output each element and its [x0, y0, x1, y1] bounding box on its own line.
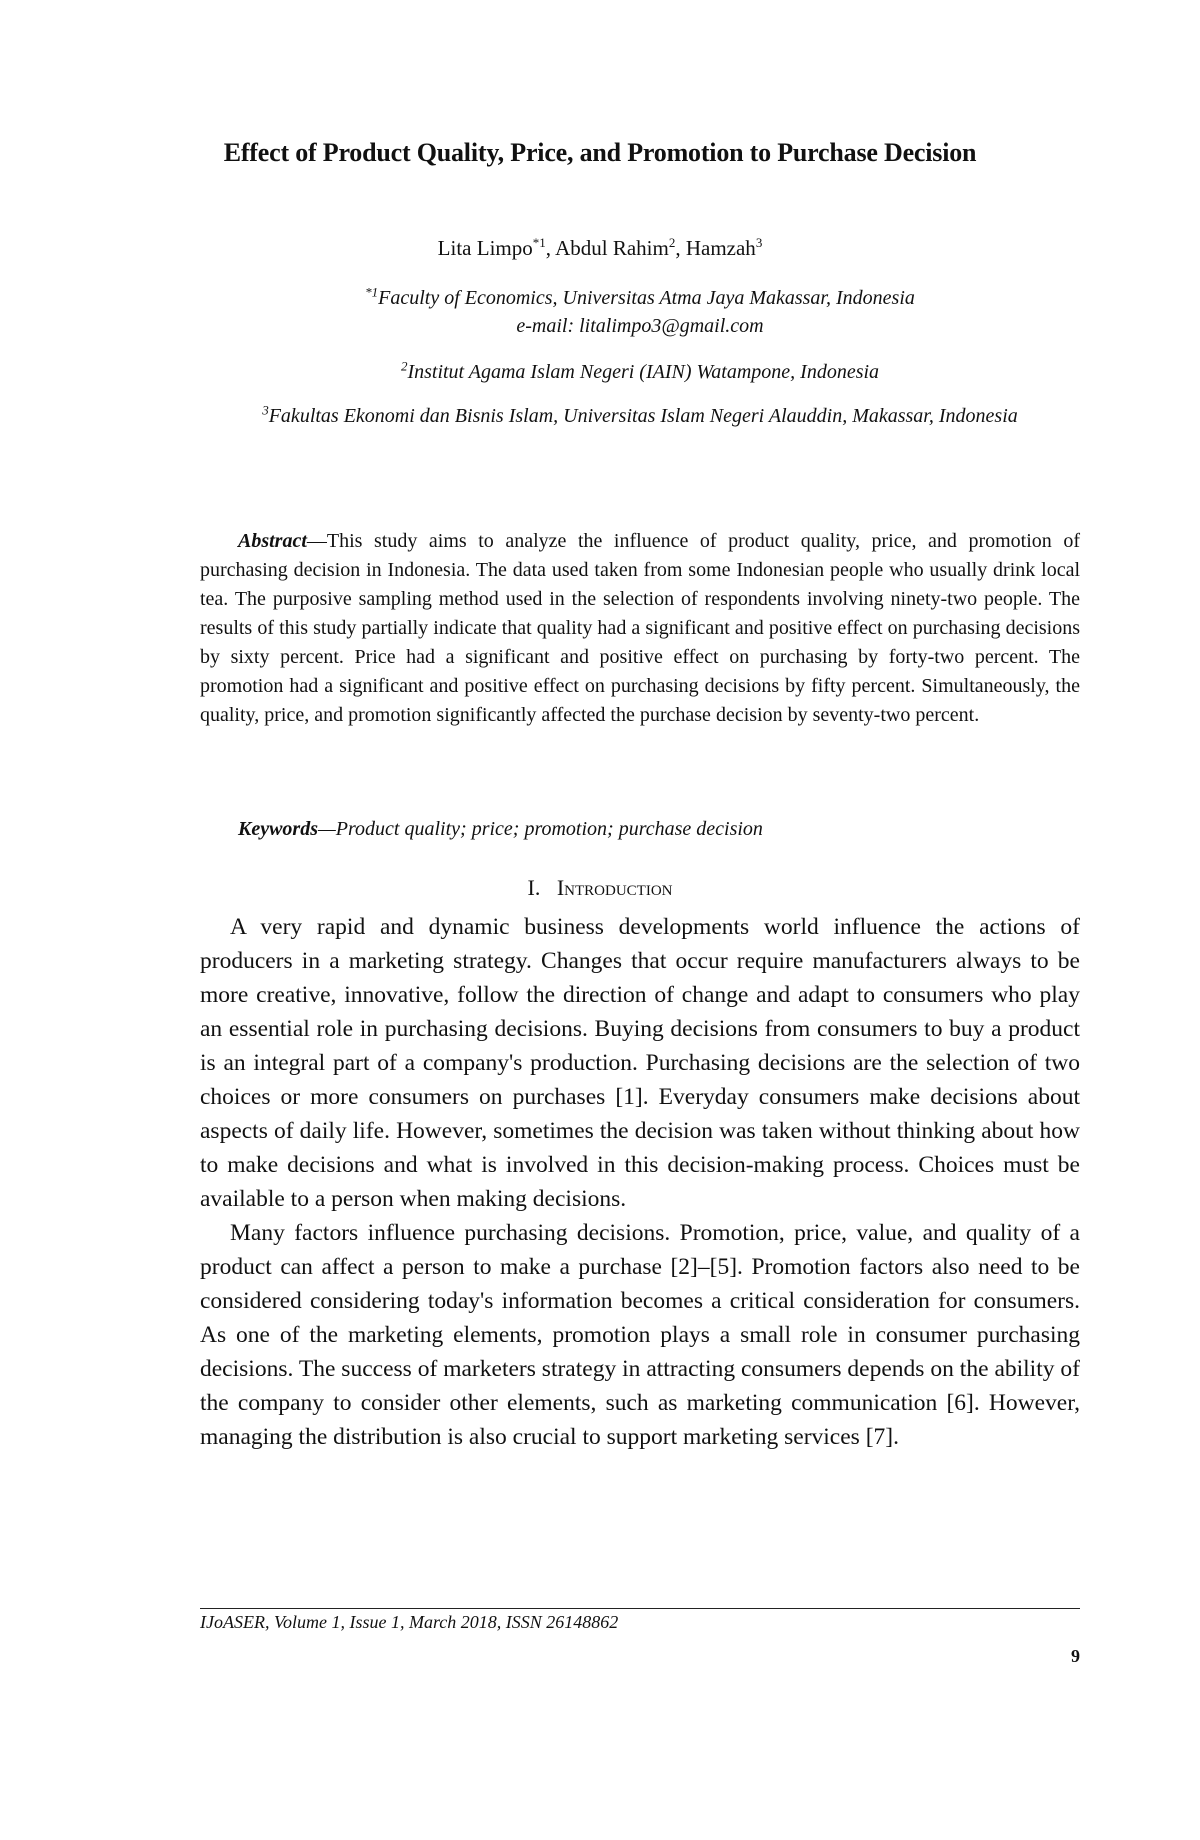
- author-line: [0, 236, 1200, 261]
- author-mark: 3: [755, 235, 763, 250]
- footer-journal-info: IJoASER, Volume 1, Issue 1, March 2018, ISSN 26148862: [200, 1612, 619, 1632]
- keywords: [200, 815, 1080, 844]
- paper-title: Effect of Product Quality, Price, and Promotion to Purchase Decision: [223, 138, 977, 167]
- abstract: [200, 527, 1080, 730]
- author-mark: 2: [668, 235, 676, 250]
- paragraph: Many factors influence purchasing decisions. Promotion, price, value, and quality of a product can affect a person to make a purchase [2]–[5]. Promotion factors also need to be considered considering today's information becomes a critical consideration for consumers. As one of the marketing elements, promotion plays a small role in consumer purchasing decisions. The success of marketers strategy in attracting consumers depends on the ability of the company to consider other elements, such as marketing communication [6]. However, managing the distribution is also crucial to support marketing services [7].: [200, 1220, 1080, 1450]
- body-text: [200, 910, 1080, 1454]
- author-separator: ,: [675, 236, 686, 260]
- affiliation-text: Fakultas Ekonomi dan Bisnis Islam, Universitas Islam Negeri Alauddin, Makassar, Indonesia: [268, 405, 1018, 427]
- footer-rule: [200, 1608, 1080, 1609]
- affiliation-2: [200, 358, 1080, 386]
- author-email: e-mail: litalimpo3@gmail.com: [516, 315, 764, 337]
- paragraph: A very rapid and dynamic business developments world influence the actions of producers in a marketing strategy. Changes that occur require manufacturers always to be more creative, innovative, follow the direction of change and adapt to consumers who play an essential role in purchasing decisions. Buying decisions from consumers to buy a product is an integral part of a company's production. Purchasing decisions are the selection of two choices or more consumers on purchases [1]. Everyday consumers make decisions about aspects of daily life. However, sometimes the decision was taken without thinking about how to make decisions and what is involved in this decision-making process. Choices must be available to a person when making decisions.: [200, 914, 1080, 1212]
- section-number: I.: [527, 875, 541, 900]
- section-heading: [0, 875, 1200, 901]
- affiliation-mark: *1: [365, 284, 379, 300]
- keywords-text: Product quality; price; promotion; purchase decision: [335, 818, 763, 840]
- author-name: Lita Limpo: [437, 236, 533, 260]
- affiliation-text: Faculty of Economics, Universitas Atma Jaya Makassar, Indonesia: [378, 287, 915, 309]
- section-title: Introduction: [556, 875, 673, 900]
- author-mark: *1: [532, 235, 546, 250]
- affiliation-text: Institut Agama Islam Negeri (IAIN) Watampone, Indonesia: [407, 361, 880, 383]
- affiliation-mark: 3: [262, 402, 269, 418]
- keywords-dash: —: [318, 818, 336, 840]
- author-separator: ,: [545, 236, 556, 260]
- affiliation-mark: 2: [400, 358, 408, 374]
- affiliation-3: [200, 402, 1080, 430]
- keywords-label: Keywords: [238, 818, 318, 840]
- affiliation-1: [200, 284, 1080, 340]
- abstract-label: Abstract: [238, 530, 307, 552]
- abstract-text: This study aims to analyze the influence of product quality, price, and promotion of purchasing decision in Indonesia. The data used taken from some Indonesian people who usually drink local tea. The purposive sampling method used in the selection of respondents involving ninety-two people. The results of this study partially indicate that quality had a significant and positive effect on purchasing decisions by sixty percent. Price had a significant and positive effect on purchasing by forty-two percent. The promotion had a significant and positive effect on purchasing decisions by fifty percent. Simultaneously, the quality, price, and promotion significantly affected the purchase decision by seventy-two percent.: [200, 530, 1080, 726]
- author-name: Hamzah: [685, 236, 756, 260]
- page-number: 9: [1071, 1646, 1080, 1666]
- abstract-dash: —: [306, 530, 327, 552]
- author-name: Abdul Rahim: [555, 236, 669, 260]
